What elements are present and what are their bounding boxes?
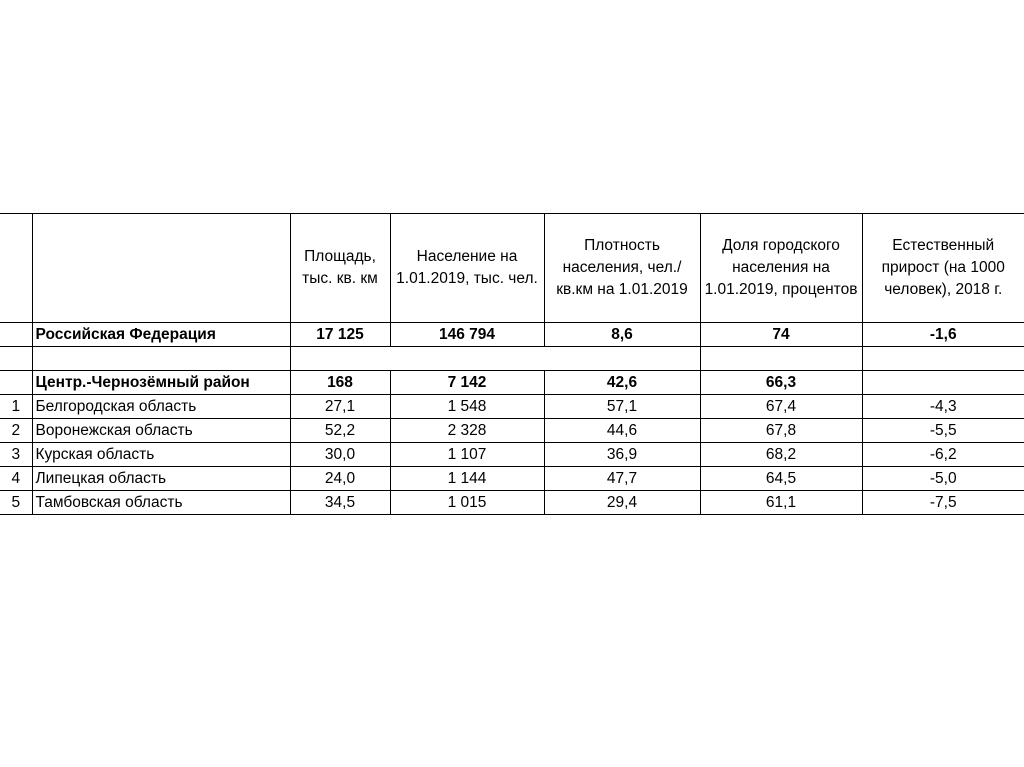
cell-empty <box>0 347 32 371</box>
cell-index: 2 <box>0 419 32 443</box>
cell-urban-share: 64,5 <box>700 467 862 491</box>
row-empty <box>0 347 1024 371</box>
cell-index <box>0 371 32 395</box>
cell-urban-share: 67,4 <box>700 395 862 419</box>
cell-population: 1 548 <box>390 395 544 419</box>
cell-natural-growth <box>862 371 1024 395</box>
row-region <box>0 371 1024 395</box>
header-density: Плотность населения, чел./кв.км на 1.01.2019 <box>544 214 700 323</box>
cell-name: Белгородская область <box>32 395 290 419</box>
cell-population: 146 794 <box>390 323 544 347</box>
cell-natural-growth: -4,3 <box>862 395 1024 419</box>
cell-urban-share: 74 <box>700 323 862 347</box>
table-row <box>0 395 1024 419</box>
table-row <box>0 419 1024 443</box>
cell-density: 57,1 <box>544 395 700 419</box>
cell-population: 1 015 <box>390 491 544 515</box>
cell-name: Центр.-Чернозёмный район <box>32 371 290 395</box>
cell-population: 1 107 <box>390 443 544 467</box>
cell-name: Тамбовская область <box>32 491 290 515</box>
table-row <box>0 467 1024 491</box>
cell-natural-growth: -1,6 <box>862 323 1024 347</box>
cell-density: 8,6 <box>544 323 700 347</box>
header-row <box>0 214 1024 323</box>
cell-density: 44,6 <box>544 419 700 443</box>
cell-empty-merged <box>290 347 700 371</box>
header-urban-share: Доля городского населения на 1.01.2019, процентов <box>700 214 862 323</box>
cell-index <box>0 323 32 347</box>
cell-empty <box>700 347 862 371</box>
cell-area: 24,0 <box>290 467 390 491</box>
cell-index: 5 <box>0 491 32 515</box>
cell-natural-growth: -6,2 <box>862 443 1024 467</box>
header-population: Население на 1.01.2019, тыс. чел. <box>390 214 544 323</box>
population-table <box>0 213 1024 515</box>
cell-density: 36,9 <box>544 443 700 467</box>
cell-name: Воронежская область <box>32 419 290 443</box>
cell-urban-share: 68,2 <box>700 443 862 467</box>
cell-area: 27,1 <box>290 395 390 419</box>
cell-density: 29,4 <box>544 491 700 515</box>
cell-area: 34,5 <box>290 491 390 515</box>
cell-name: Российская Федерация <box>32 323 290 347</box>
header-index <box>0 214 32 323</box>
cell-density: 47,7 <box>544 467 700 491</box>
cell-name: Курская область <box>32 443 290 467</box>
header-name <box>32 214 290 323</box>
cell-population: 2 328 <box>390 419 544 443</box>
cell-index: 1 <box>0 395 32 419</box>
cell-natural-growth: -7,5 <box>862 491 1024 515</box>
cell-population: 7 142 <box>390 371 544 395</box>
cell-area: 17 125 <box>290 323 390 347</box>
cell-urban-share: 66,3 <box>700 371 862 395</box>
cell-natural-growth: -5,0 <box>862 467 1024 491</box>
table-row <box>0 443 1024 467</box>
cell-natural-growth: -5,5 <box>862 419 1024 443</box>
cell-density: 42,6 <box>544 371 700 395</box>
cell-urban-share: 67,8 <box>700 419 862 443</box>
cell-name: Липецкая область <box>32 467 290 491</box>
cell-area: 168 <box>290 371 390 395</box>
row-russian-federation <box>0 323 1024 347</box>
header-natural-growth: Естественный прирост (на 1000 человек), 2018 г. <box>862 214 1024 323</box>
cell-population: 1 144 <box>390 467 544 491</box>
cell-empty <box>862 347 1024 371</box>
cell-area: 30,0 <box>290 443 390 467</box>
header-area: Площадь, тыс. кв. км <box>290 214 390 323</box>
cell-area: 52,2 <box>290 419 390 443</box>
cell-urban-share: 61,1 <box>700 491 862 515</box>
table-row <box>0 491 1024 515</box>
cell-index: 3 <box>0 443 32 467</box>
data-table-container <box>0 213 1024 515</box>
cell-empty <box>32 347 290 371</box>
cell-index: 4 <box>0 467 32 491</box>
